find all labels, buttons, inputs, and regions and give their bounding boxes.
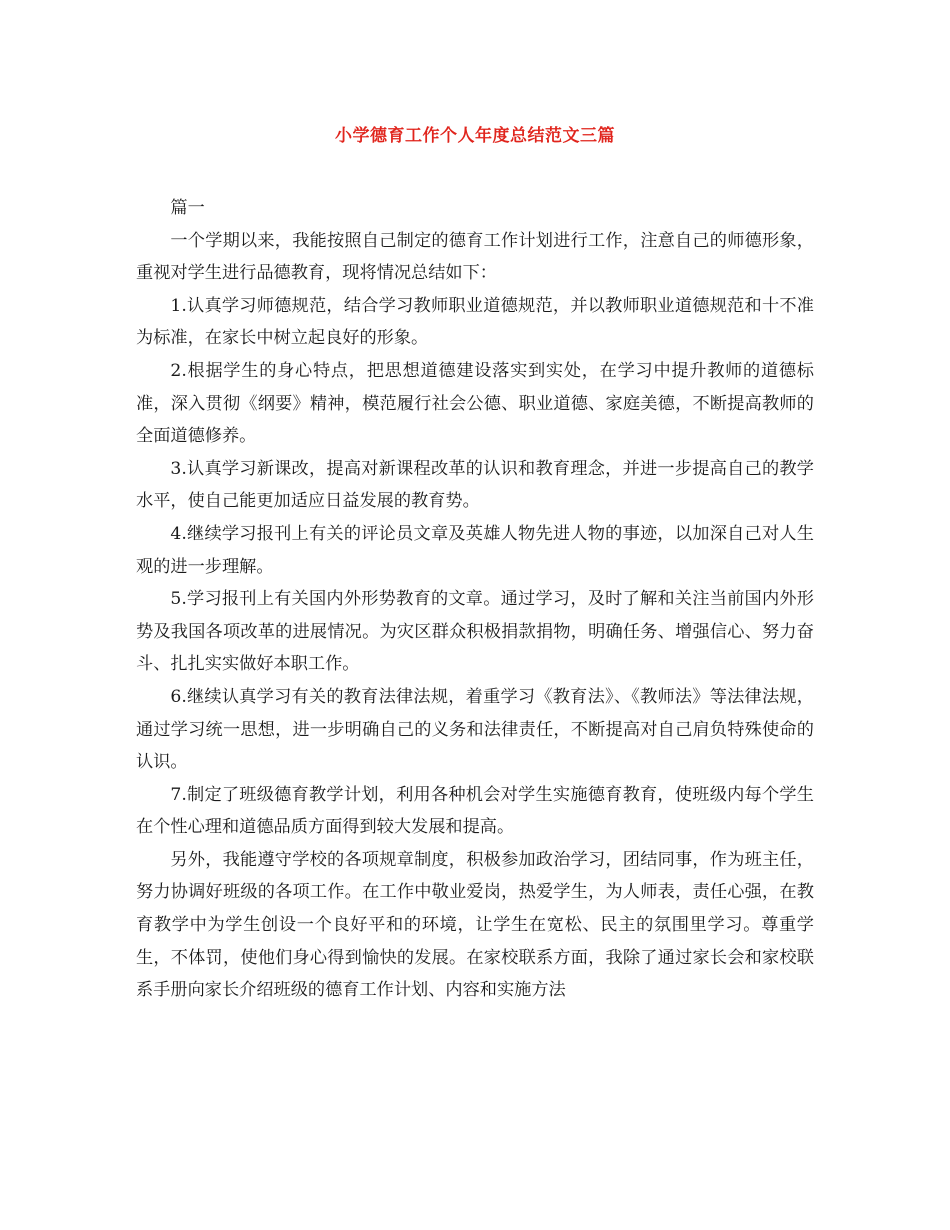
paragraph-item-5: 5.学习报刊上有关国内外形势教育的文章。通过学习，及时了解和关注当前国内外形势及我国各项改革的进展情况。为灾区群众积极捐款捐物，明确任务、增强信心、努力奋斗、扎扎实实做好本职工作。 (136, 589, 814, 675)
section-heading: 篇一 (170, 198, 205, 218)
paragraph-item-3: 3.认真学习新课改，提高对新课程改革的认识和教育理念，并进一步提高自己的教学水平，使自己能更加适应日益发展的教育势。 (136, 458, 814, 512)
paragraph-item-4: 4.继续学习报刊上有关的评论员文章及英雄人物先进人物的事迹，以加深自己对人生观的进一步理解。 (136, 523, 814, 577)
paragraph-additional: 另外，我能遵守学校的各项规章制度，积极参加政治学习，团结同事，作为班主任，努力协调好班级的各项工作。在工作中敬业爱岗，热爱学生，为人师表，责任心强，在教育教学中为学生创设一个良好平和的环境，让学生在宽松、民主的氛围里学习。尊重学生，不体罚，使他们身心得到愉快的发展。在家校联系方面，我除了通过家长会和家校联系手册向家长介绍班级的德育工作计划、内容和实施方法 (136, 849, 814, 1001)
paragraph-item-2: 2.根据学生的身心特点，把思想道德建设落实到实处，在学习中提升教师的道德标准，深入贯彻《纲要》精神，模范履行社会公德、职业道德、家庭美德，不断提高教师的全面道德修养。 (136, 360, 814, 447)
document-title: 小学德育工作个人年度总结范文三篇 (335, 126, 615, 146)
paragraph-item-6: 6.继续认真学习有关的教育法律法规，着重学习《教育法》、《教师法》等法律法规，通过学习统一思想，进一步明确自己的义务和法律责任，不断提高对自己肩负特殊使命的认识。 (136, 686, 814, 773)
paragraph-intro: 一个学期以来，我能按照自己制定的德育工作计划进行工作，注意自己的师德形象，重视对学生进行品德教育，现将情况总结如下： (136, 230, 814, 284)
document-body (136, 192, 814, 1007)
paragraph-item-7: 7.制定了班级德育教学计划，利用各种机会对学生实施德育教育，使班级内每个学生在个性心理和道德品质方面得到较大发展和提高。 (136, 784, 814, 838)
paragraph-item-1: 1.认真学习师德规范，结合学习教师职业道德规范，并以教师职业道德规范和十不准为标准，在家长中树立起良好的形象。 (136, 295, 814, 349)
